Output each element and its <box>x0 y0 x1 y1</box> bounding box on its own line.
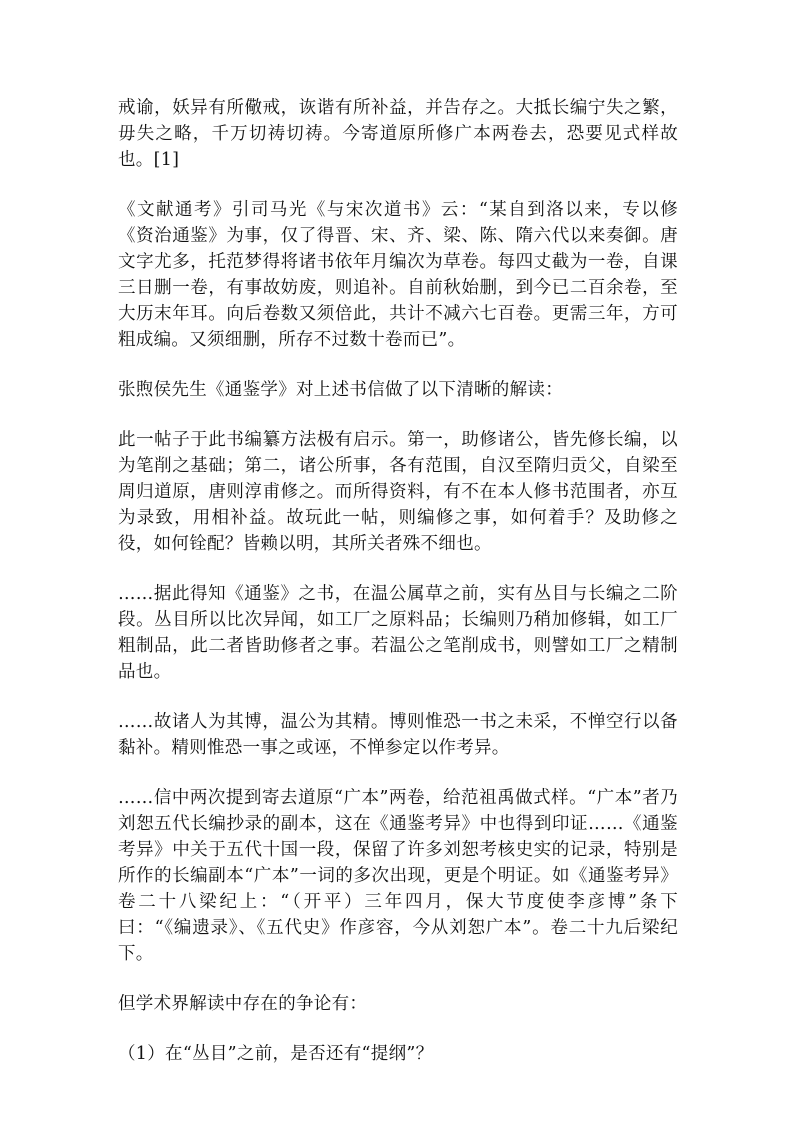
document-page <box>118 95 678 1091</box>
paragraph-3: 张煦侯先生《通鉴学》对上述书信做了以下清晰的解读： <box>118 380 563 400</box>
paragraph-1: 戒谕，妖异有所儆戒，诙谐有所补益，并告存之。大抵长编宁失之繁，毋失之略，千万切祷切祷。今寄道原所修广本两卷去，恐要见式样故也。[1] <box>118 98 678 170</box>
paragraph-4: 此一帖子于此书编纂方法极有启示。第一，助修诸公，皆先修长编，以为笔削之基础；第二，诸公所事，各有范围，自汉至隋归贡父，自梁至周归道原，唐则淳甫修之。而所得资料，有不在本人修书范围者，亦互为录致，用相补益。故玩此一帖，则编修之事，如何着手？及助修之役，如何铨配？皆赖以明，其所关者殊不细也。 <box>118 430 678 554</box>
paragraph-5: ……据此得知《通鉴》之书，在温公属草之前，实有丛目与长编之二阶段。丛目所以比次异闻，如工厂之原料品；长编则乃稍加修辑，如工厂粗制品，此二者皆助修者之事。若温公之笔削成书，则譬如工厂之精制品也。 <box>118 584 678 682</box>
paragraph-9: （1）在“丛目”之前，是否还有“提纲”？ <box>118 1044 434 1064</box>
paragraph-7: ……信中两次提到寄去道原“广本”两卷，给范祖禹做式样。“广本”者乃刘恕五代长编抄录的副本，这在《通鉴考异》中也得到印证……《通鉴考异》中关于五代十国一段，保留了许多刘恕考核史实的记录，特别是所作的长编副本“广本”一词的多次出现，更是个明证。如《通鉴考异》卷二十八梁纪上：“（开平）三年四月，保大节度使李彦博”条下曰：“《编遗录》、《五代史》作彦容，今从刘恕广本”。卷二十九后梁纪下。 <box>118 788 678 964</box>
paragraph-2: 《文献通考》引司马光《与宋次道书》云：“某自到洛以来，专以修《资治通鉴》为事，仅了得晋、宋、齐、梁、陈、隋六代以来奏御。唐文字尤多，托范梦得将诸书依年月编次为草卷。每四丈截为一卷，自课三日删一卷，有事故妨废，则追补。自前秋始删，到今已二百余卷，至大历末年耳。向后卷数又须倍此，共计不减六七百卷。更需三年，方可粗成编。又须细删，所存不过数十卷而已”。 <box>118 200 678 350</box>
paragraph-6: ……故诸人为其博，温公为其精。博则惟恐一书之未采，不惮空行以备黏补。精则惟恐一事之或诬，不惮参定以作考异。 <box>118 712 678 758</box>
paragraph-8: 但学术界解读中存在的争论有： <box>118 994 368 1014</box>
